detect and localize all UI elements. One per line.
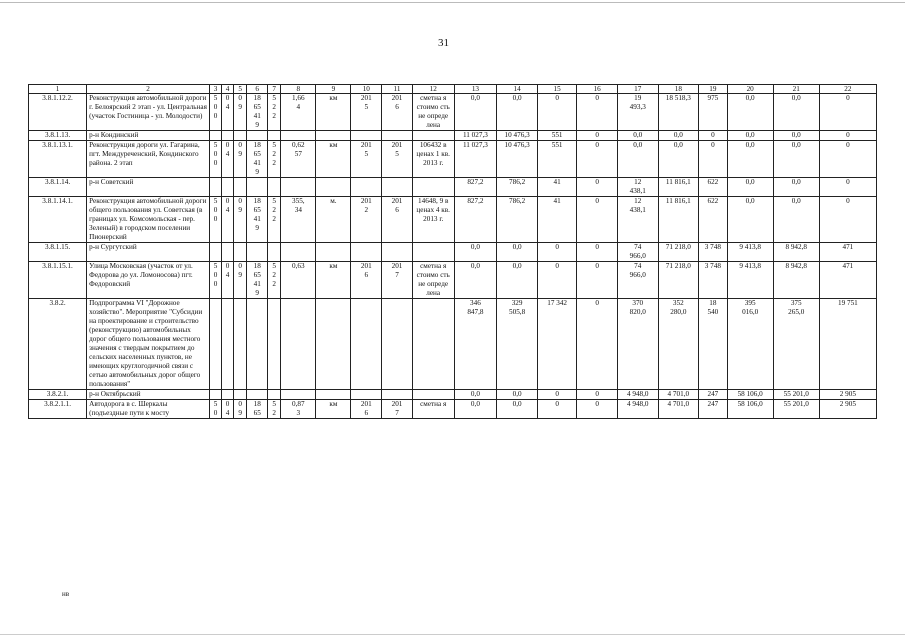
table-cell	[351, 299, 382, 390]
table-cell	[268, 178, 281, 197]
table-row	[29, 243, 877, 262]
row-title: р-н Советский	[87, 178, 210, 197]
table-cell	[210, 131, 222, 141]
table-cell	[268, 243, 281, 262]
table-cell: км	[316, 94, 351, 131]
table-cell: 5 0 0	[210, 94, 222, 131]
column-header: 22	[819, 85, 876, 94]
table-cell	[316, 243, 351, 262]
table-cell: 0,0	[727, 197, 773, 243]
table-cell: 0,0	[497, 400, 538, 419]
table-cell: 0 4	[222, 141, 234, 178]
table-cell	[412, 299, 454, 390]
table-cell: 18 518,3	[658, 94, 699, 131]
table-cell: 0 9	[234, 94, 247, 131]
table-cell	[281, 131, 316, 141]
row-title: Подпрограмма VI "Дорожное хозяйство". Мероприятие "Субсидии на проектирование и строительство (реконструкцию) автомобильных дорог общего пользования местного значения с твердым покрытием до сельских населенных пунктов, не имеющих круглогодичной связи с сетью автомобильных дорог общего пользования"	[87, 299, 210, 390]
table-cell: 0,0	[773, 94, 819, 131]
table-cell: км	[316, 400, 351, 419]
table-cell: 19 751	[819, 299, 876, 390]
table-cell: 9 413,8	[727, 243, 773, 262]
table-cell: 0	[819, 141, 876, 178]
table-cell	[222, 243, 234, 262]
row-title: Реконструкция автомобильной дороги общего пользования ул. Советская (в границах ул. Комсомольская - пер. Зеленый) в городском поселении Пионерский	[87, 197, 210, 243]
table-cell	[281, 299, 316, 390]
table-row	[29, 400, 877, 419]
table-cell: 201 5	[382, 141, 413, 178]
row-code: 3.8.1.14.	[29, 178, 87, 197]
table-cell: 0	[819, 94, 876, 131]
table-cell: 2 905	[819, 400, 876, 419]
footer-mark: нв	[62, 590, 70, 598]
table-cell: 5 2	[268, 400, 281, 419]
table-cell: 201 5	[351, 94, 382, 131]
table-cell: 0,0	[617, 131, 658, 141]
table-cell: сметна я	[412, 400, 454, 419]
table-cell: 0,0	[497, 94, 538, 131]
table-cell: 18 65 41 9	[247, 94, 268, 131]
table-cell: 1,66 4	[281, 94, 316, 131]
table-cell: 0,0	[454, 390, 497, 400]
table-cell: 0,0	[658, 141, 699, 178]
table-cell: 0,0	[617, 141, 658, 178]
table-cell: 0,63	[281, 262, 316, 299]
table-cell: 0	[577, 400, 618, 419]
table-cell: 0,0	[773, 197, 819, 243]
row-code: 3.8.1.12.2.	[29, 94, 87, 131]
table-cell: 0 4	[222, 94, 234, 131]
table-cell: 201 2	[351, 197, 382, 243]
column-header: 13	[454, 85, 497, 94]
column-header: 14	[497, 85, 538, 94]
table-cell	[382, 131, 413, 141]
table-cell: 201 7	[382, 262, 413, 299]
table-cell: 5 2 2	[268, 262, 281, 299]
table-cell	[382, 243, 413, 262]
table-cell: 5 0 0	[210, 262, 222, 299]
table-cell: 0	[537, 390, 576, 400]
table-cell: 0,0	[454, 400, 497, 419]
table-cell	[412, 178, 454, 197]
table-cell: 41	[537, 197, 576, 243]
table-cell	[222, 178, 234, 197]
table-cell: 5 0 0	[210, 197, 222, 243]
table-cell: 0 9	[234, 262, 247, 299]
table-cell: 0	[577, 141, 618, 178]
table-cell: 0	[577, 243, 618, 262]
table-cell: 0	[537, 400, 576, 419]
table-cell: 471	[819, 243, 876, 262]
table-cell: 0 4	[222, 197, 234, 243]
table-cell: 9 413,8	[727, 262, 773, 299]
table-cell: 201 6	[351, 262, 382, 299]
table-cell: 58 106,0	[727, 400, 773, 419]
table-cell: 201 6	[382, 197, 413, 243]
table-cell: 0 9	[234, 197, 247, 243]
table-cell: 10 476,3	[497, 131, 538, 141]
table-cell	[316, 178, 351, 197]
table-cell: 0	[577, 262, 618, 299]
table-cell: 375 265,0	[773, 299, 819, 390]
table-cell: 346 847,8	[454, 299, 497, 390]
table-cell	[247, 299, 268, 390]
table-cell: 0	[577, 197, 618, 243]
row-title: р-н Сургутский	[87, 243, 210, 262]
table-cell: 5 2 2	[268, 197, 281, 243]
column-header: 2	[87, 85, 210, 94]
row-code: 3.8.1.14.1.	[29, 197, 87, 243]
table-cell: 0	[577, 178, 618, 197]
table-cell: 975	[699, 94, 728, 131]
table-cell	[210, 299, 222, 390]
table-cell	[351, 390, 382, 400]
table-cell	[222, 390, 234, 400]
table-cell: 395 016,0	[727, 299, 773, 390]
table-cell: 0,0	[658, 131, 699, 141]
table-cell	[234, 243, 247, 262]
table-cell: 622	[699, 197, 728, 243]
table-cell: 0,0	[727, 94, 773, 131]
table-cell: 0	[819, 197, 876, 243]
row-title: Реконструкция дороги ул. Гагарина, пгт. Междуреченский, Кондинского района. 2 этап	[87, 141, 210, 178]
table-cell: 786,2	[497, 178, 538, 197]
column-header: 9	[316, 85, 351, 94]
table-cell: 18 65	[247, 400, 268, 419]
table-cell: 74 966,0	[617, 243, 658, 262]
table-cell	[281, 390, 316, 400]
table-cell	[234, 299, 247, 390]
row-code: 3.8.2.	[29, 299, 87, 390]
table-cell: 0	[577, 94, 618, 131]
table-cell	[210, 243, 222, 262]
table-cell: 247	[699, 390, 728, 400]
table-cell: 5 0	[210, 400, 222, 419]
table-cell: 55 201,0	[773, 400, 819, 419]
table-cell: 58 106,0	[727, 390, 773, 400]
table-cell: 0,0	[454, 94, 497, 131]
table-cell	[247, 390, 268, 400]
table-cell: 370 820,0	[617, 299, 658, 390]
table-cell: 0,0	[454, 243, 497, 262]
row-title: р-н Кондинский	[87, 131, 210, 141]
table-cell: 74 966,0	[617, 262, 658, 299]
row-code: 3.8.2.1.1.	[29, 400, 87, 419]
column-header: 5	[234, 85, 247, 94]
table-cell: 201 6	[351, 400, 382, 419]
row-title: Улица Московская (участок от ул. Федорова до ул. Ломоносова) пгт. Федоровский	[87, 262, 210, 299]
table-cell: 0,0	[454, 262, 497, 299]
table-row	[29, 94, 877, 131]
table-cell	[412, 390, 454, 400]
table-cell: 3 748	[699, 262, 728, 299]
table-cell: 0,0	[773, 178, 819, 197]
table-cell	[351, 243, 382, 262]
table-cell: 0,0	[727, 178, 773, 197]
page-number: 31	[438, 37, 449, 49]
table-cell: 0 4	[222, 400, 234, 419]
row-code: 3.8.1.15.	[29, 243, 87, 262]
table-cell: 8 942,8	[773, 262, 819, 299]
table-cell: 0	[537, 262, 576, 299]
table-cell: 786,2	[497, 197, 538, 243]
table-cell: 12 438,1	[617, 178, 658, 197]
table-cell: 329 505,8	[497, 299, 538, 390]
budget-table	[28, 84, 877, 419]
table-cell: 471	[819, 262, 876, 299]
table-cell: 551	[537, 131, 576, 141]
table-cell: 0,0	[497, 243, 538, 262]
table-cell: 4 948,0	[617, 390, 658, 400]
table-cell: 19 493,3	[617, 94, 658, 131]
table-cell: м.	[316, 197, 351, 243]
table-cell: 106432 в ценах 1 кв. 2013 г.	[412, 141, 454, 178]
row-title: р-н Октябрьский	[87, 390, 210, 400]
table-cell	[234, 131, 247, 141]
table-cell: 10 476,3	[497, 141, 538, 178]
table-cell	[412, 243, 454, 262]
table-row	[29, 131, 877, 141]
header-row	[29, 85, 877, 94]
column-header: 15	[537, 85, 576, 94]
table-cell: 355, 34	[281, 197, 316, 243]
table-cell: 0,0	[497, 390, 538, 400]
table-cell: 71 218,0	[658, 262, 699, 299]
table-cell: 55 201,0	[773, 390, 819, 400]
table-cell: 3 748	[699, 243, 728, 262]
column-header: 6	[247, 85, 268, 94]
table-cell: 11 027,3	[454, 131, 497, 141]
table-cell: 0	[699, 131, 728, 141]
table-cell: 12 438,1	[617, 197, 658, 243]
table-cell	[247, 243, 268, 262]
table-cell: 0,0	[727, 141, 773, 178]
table-cell: 41	[537, 178, 576, 197]
table-cell: км	[316, 262, 351, 299]
table-cell: 4 701,0	[658, 400, 699, 419]
row-code: 3.8.2.1.	[29, 390, 87, 400]
row-title: Реконструкция автомобильной дороги г. Белоярский 2 этап - ул. Центральная (участок Гостиница - ул. Молодости)	[87, 94, 210, 131]
table-cell: 0	[537, 94, 576, 131]
table-cell	[281, 243, 316, 262]
row-title: Автодорога в с. Шеркалы (подъездные пути к мосту	[87, 400, 210, 419]
table-cell: 0,62 57	[281, 141, 316, 178]
table-cell: 0,0	[773, 141, 819, 178]
column-header: 19	[699, 85, 728, 94]
table-cell	[234, 178, 247, 197]
row-code: 3.8.1.13.1.	[29, 141, 87, 178]
column-header: 12	[412, 85, 454, 94]
table-cell	[268, 299, 281, 390]
table-cell: 0,87 3	[281, 400, 316, 419]
table-cell: 247	[699, 400, 728, 419]
table-cell	[210, 390, 222, 400]
table-cell	[234, 390, 247, 400]
table-cell: 14648, 9 в ценах 4 кв. 2013 г.	[412, 197, 454, 243]
table-cell: 0	[577, 390, 618, 400]
table-row	[29, 141, 877, 178]
table-cell: 827,2	[454, 197, 497, 243]
table-cell: 11 027,3	[454, 141, 497, 178]
table-cell: 0 4	[222, 262, 234, 299]
table-cell: 17 342	[537, 299, 576, 390]
table-cell: сметна я стоимо сть не опреде лена	[412, 94, 454, 131]
table-cell: 0 9	[234, 400, 247, 419]
table-cell	[351, 131, 382, 141]
table-cell	[268, 390, 281, 400]
column-header: 16	[577, 85, 618, 94]
table-cell	[316, 131, 351, 141]
column-header: 1	[29, 85, 87, 94]
column-header: 3	[210, 85, 222, 94]
scan-edge-top	[0, 2, 905, 3]
scan-edge-bottom	[0, 634, 905, 635]
table-cell: км	[316, 141, 351, 178]
column-header: 18	[658, 85, 699, 94]
table-row	[29, 197, 877, 243]
table-cell: 2 905	[819, 390, 876, 400]
table-cell: 11 816,1	[658, 197, 699, 243]
table-row	[29, 262, 877, 299]
table-cell: 18 540	[699, 299, 728, 390]
table-cell: 0	[577, 299, 618, 390]
table-cell: 0 9	[234, 141, 247, 178]
column-header: 21	[773, 85, 819, 94]
table-cell: 0,0	[773, 131, 819, 141]
table-cell: 201 6	[382, 94, 413, 131]
table-cell: 0,0	[497, 262, 538, 299]
table-cell: 4 948,0	[617, 400, 658, 419]
column-header: 7	[268, 85, 281, 94]
table-row	[29, 390, 877, 400]
table-cell	[412, 131, 454, 141]
table-cell	[210, 178, 222, 197]
column-header: 4	[222, 85, 234, 94]
table-cell: 0	[699, 141, 728, 178]
table-cell: 352 280,0	[658, 299, 699, 390]
table-cell	[222, 299, 234, 390]
column-header: 20	[727, 85, 773, 94]
column-header: 11	[382, 85, 413, 94]
table-cell: 201 5	[351, 141, 382, 178]
table-cell: 622	[699, 178, 728, 197]
column-header: 8	[281, 85, 316, 94]
table-cell	[382, 390, 413, 400]
table-cell: 0	[577, 131, 618, 141]
table-cell: 71 218,0	[658, 243, 699, 262]
table-cell: 5 2 2	[268, 141, 281, 178]
table-cell	[268, 131, 281, 141]
table-cell	[316, 299, 351, 390]
table-cell: 0,0	[727, 131, 773, 141]
row-code: 3.8.1.13.	[29, 131, 87, 141]
table-cell: 0	[819, 178, 876, 197]
table-cell: 4 701,0	[658, 390, 699, 400]
table-cell	[222, 131, 234, 141]
table-cell: 18 65 41 9	[247, 141, 268, 178]
table-cell	[382, 299, 413, 390]
table-row	[29, 299, 877, 390]
table-cell: 11 816,1	[658, 178, 699, 197]
table-cell	[247, 178, 268, 197]
table-cell	[316, 390, 351, 400]
table-cell: 18 65 41 9	[247, 197, 268, 243]
table-cell: 8 942,8	[773, 243, 819, 262]
table-cell: 201 7	[382, 400, 413, 419]
table-cell	[247, 131, 268, 141]
table-cell: 18 65 41 9	[247, 262, 268, 299]
table-cell: сметна я стоимо сть не опреде лена	[412, 262, 454, 299]
column-header: 10	[351, 85, 382, 94]
table-cell: 0	[819, 131, 876, 141]
table-cell	[382, 178, 413, 197]
table-cell	[351, 178, 382, 197]
column-header: 17	[617, 85, 658, 94]
table-cell: 5 0 0	[210, 141, 222, 178]
table-row	[29, 178, 877, 197]
table-cell	[281, 178, 316, 197]
table-cell: 5 2 2	[268, 94, 281, 131]
row-code: 3.8.1.15.1.	[29, 262, 87, 299]
table-cell: 0	[537, 243, 576, 262]
table-cell: 551	[537, 141, 576, 178]
table-cell: 827,2	[454, 178, 497, 197]
